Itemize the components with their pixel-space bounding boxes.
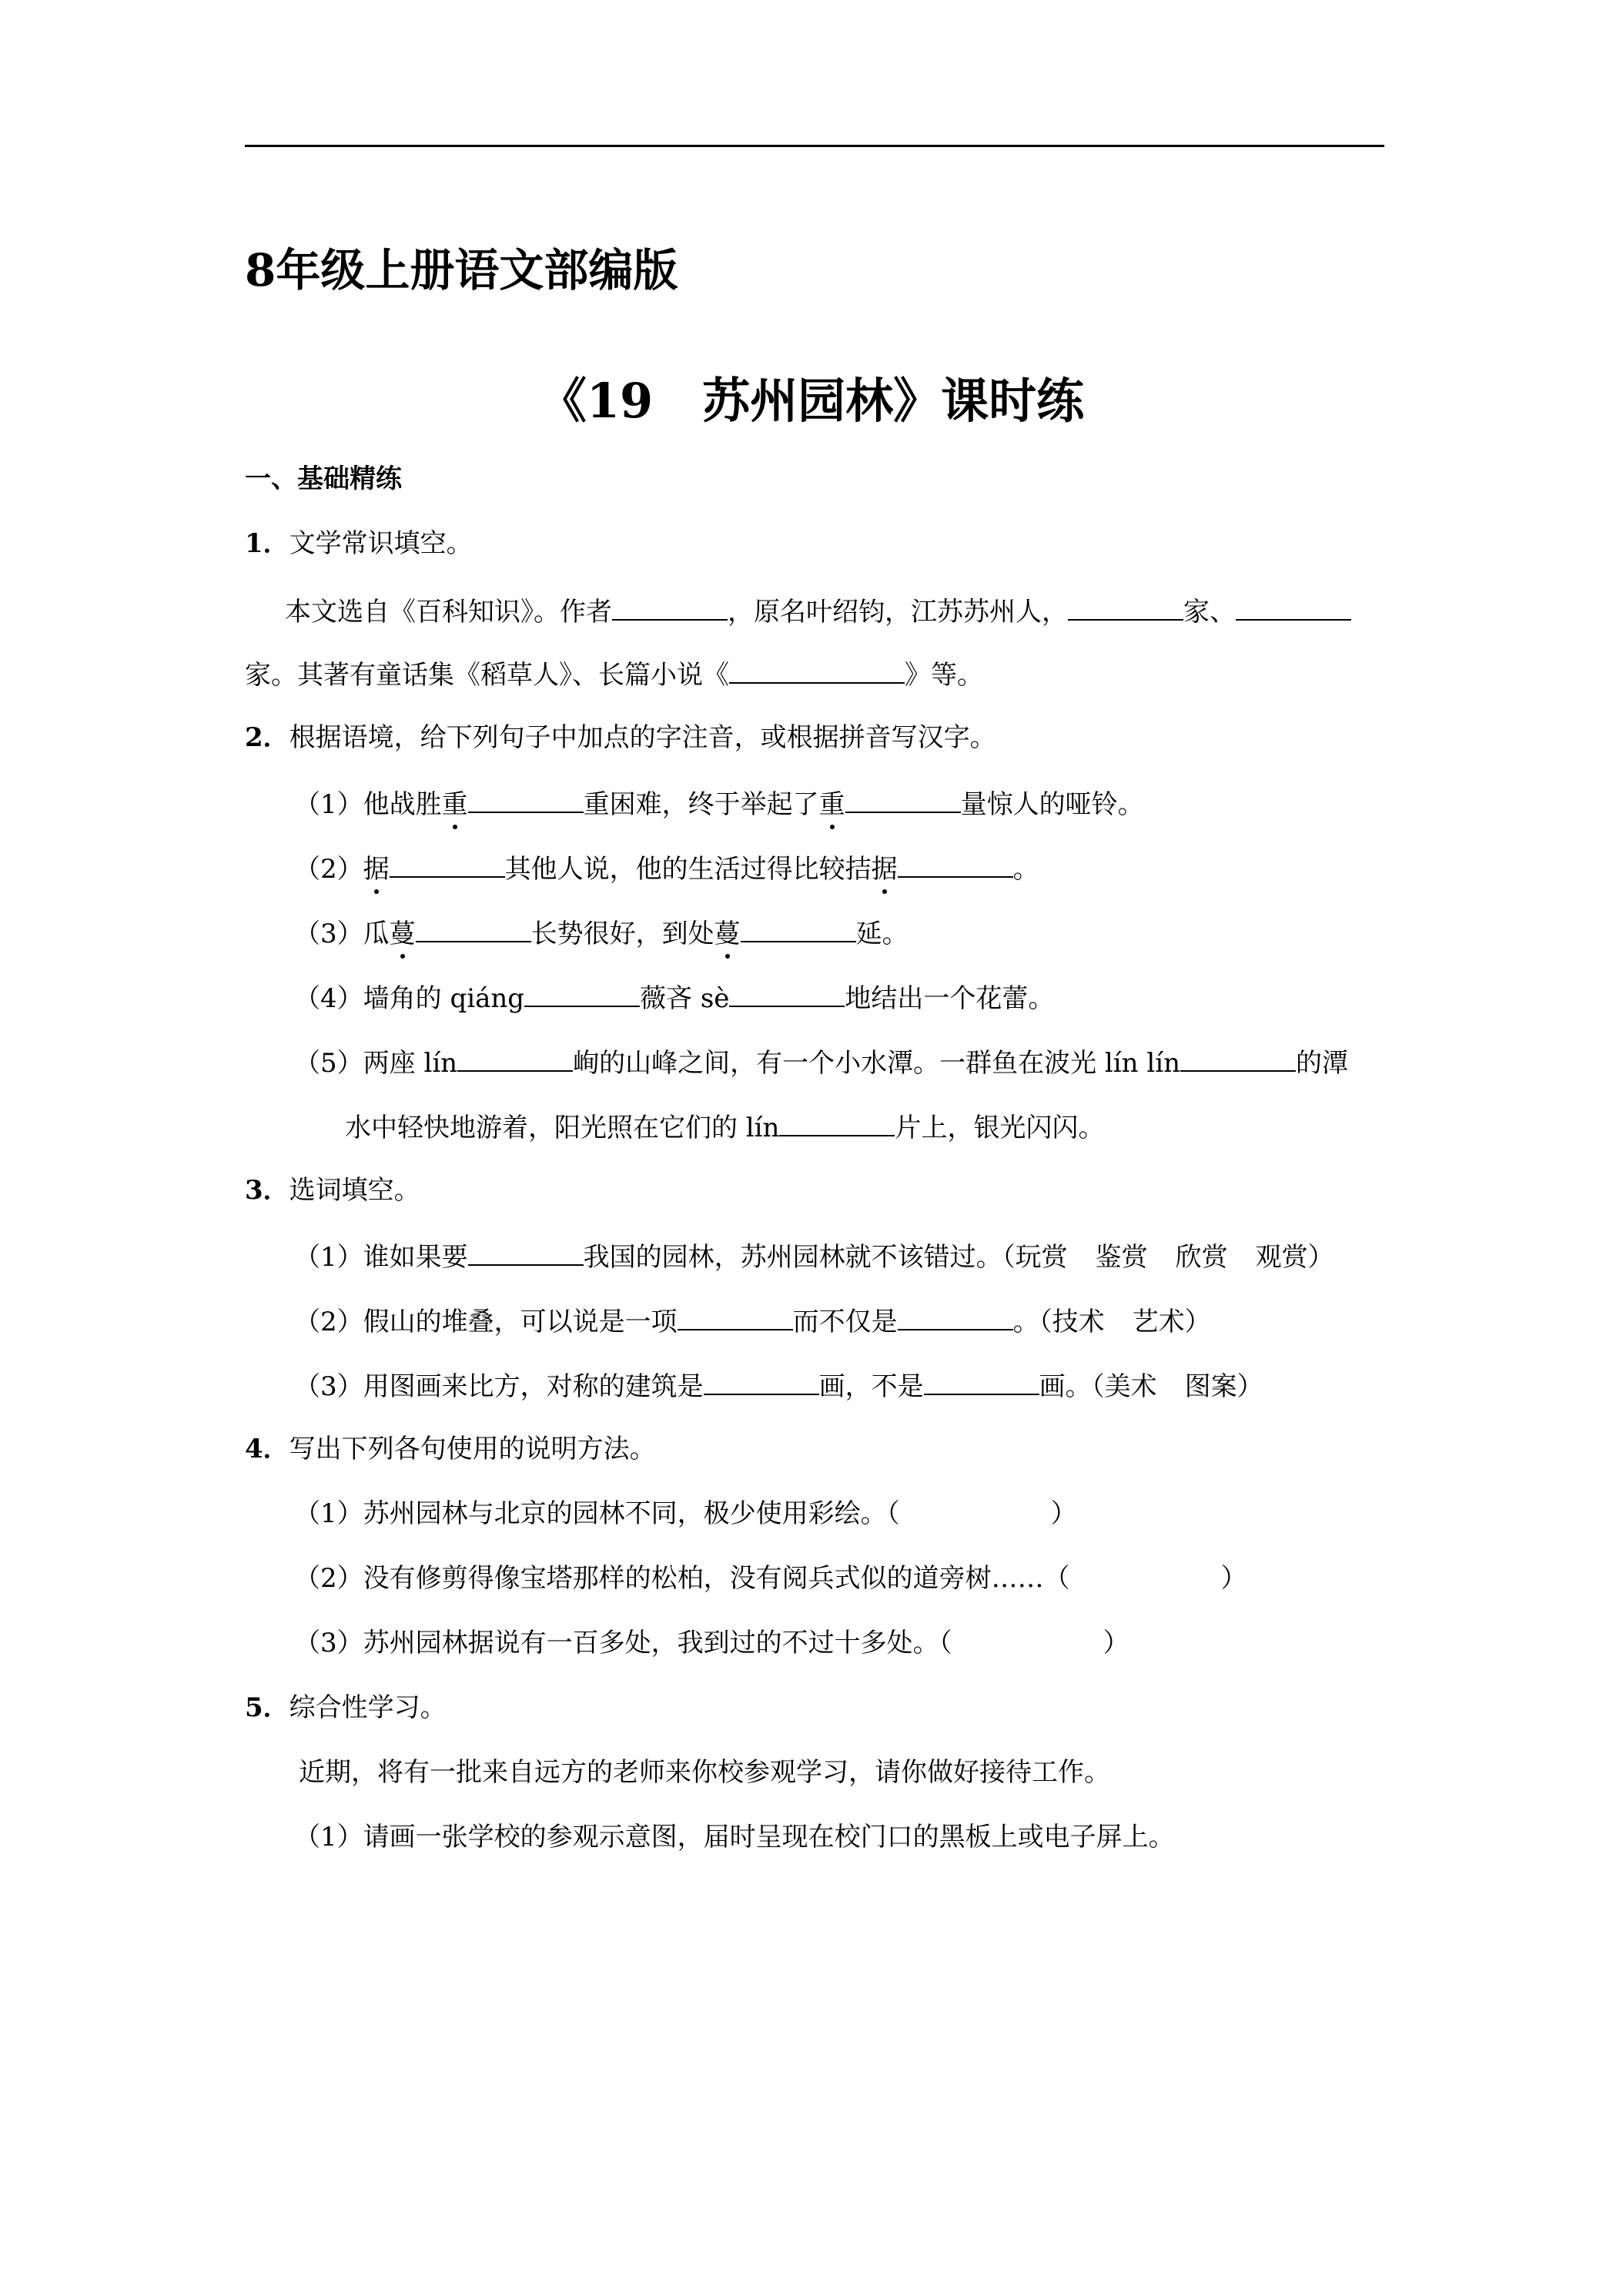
q4-item-2 [294, 1561, 1247, 1595]
q1-line2 [245, 656, 983, 692]
author-blank[interactable] [612, 593, 728, 621]
q5-item-1: （1）请画一张学校的参观示意图，届时呈现在校门口的黑板上或电子屏上。 [294, 1822, 1175, 1853]
q2-3-text-b: 长势很好，到处 [530, 919, 714, 949]
q2-4-text-b: 薇吝 sè [640, 983, 730, 1014]
q5-prompt: 综合性学习。 [289, 1692, 447, 1723]
answer-blank[interactable] [457, 1044, 573, 1072]
q4-number: 4． [245, 1434, 289, 1464]
q3-1-text-a: （1）谁如果要 [294, 1242, 468, 1273]
dotted-char: 重 [818, 789, 845, 820]
q4-item-1 [294, 1497, 1077, 1531]
answer-blank[interactable] [390, 850, 505, 878]
q2-4-text-a: （4）墙角的 qiáng [294, 983, 525, 1014]
option-word: 鉴赏 [1095, 1242, 1148, 1273]
q2-item-3 [294, 915, 909, 951]
q2-5-text-c: 的潭 [1296, 1048, 1348, 1079]
q1-text-b: ，原名叶绍钧，江苏苏州人， [728, 597, 1068, 628]
q5-intro: 近期，将有一批来自远方的老师来你校参观学习，请你做好接待工作。 [299, 1757, 1110, 1788]
q1-line1 [285, 593, 1351, 629]
dotted-char: 重 [441, 789, 468, 820]
q2-prompt: 根据语境，给下列句子中加点的字注音，或根据拼音写汉字。 [289, 722, 996, 753]
answer-blank[interactable] [729, 979, 845, 1007]
answer-blank[interactable] [898, 850, 1013, 878]
dotted-char: 据 [363, 854, 390, 885]
q2-5-text-e: 片上，银光闪闪。 [895, 1113, 1105, 1143]
q4-item-3 [294, 1626, 1129, 1660]
q4-3-text-b: ） [1103, 1628, 1129, 1658]
answer-blank[interactable] [416, 915, 531, 942]
q2-heading [245, 721, 996, 755]
q3-item-3 [294, 1367, 1263, 1404]
lesson-title-right: 苏州园林》课时练 [702, 373, 1085, 429]
answer-blank[interactable] [845, 785, 961, 813]
q3-2-text-c: 。（技术 [1012, 1307, 1105, 1337]
q2-3-text-c: 延。 [855, 919, 909, 949]
q4-2-text-b: ） [1220, 1563, 1247, 1594]
q2-item-4 [294, 979, 1054, 1016]
q1-text-e: 》等。 [905, 660, 983, 691]
document-title: 8年级上册语文部编版 [245, 244, 678, 296]
option-word: 欣赏 [1175, 1242, 1228, 1273]
q1-number: 1． [245, 528, 289, 559]
q3-1-text-b: 我国的园林，苏州园林就不该错过。（玩赏 [583, 1242, 1068, 1273]
option-word: 观赏） [1255, 1242, 1334, 1273]
answer-blank[interactable] [678, 1303, 793, 1330]
answer-blank[interactable] [741, 915, 856, 942]
q5-heading [245, 1691, 447, 1725]
q2-2-text-b: 其他人说，他的生活过得比较拮 [504, 854, 872, 885]
q2-1-text-c: 量惊人的哑铃。 [960, 789, 1144, 820]
answer-blank[interactable] [1180, 1044, 1296, 1072]
q4-1-text-a: （1）苏州园林与北京的园林不同，极少使用彩绘。（ [294, 1498, 900, 1529]
q1-prompt: 文学常识填空。 [289, 528, 473, 559]
q1-text-c: 家、 [1183, 597, 1236, 628]
q4-prompt: 写出下列各句使用的说明方法。 [289, 1434, 656, 1464]
q1-text-a: 本文选自《百科知识》。作者 [285, 597, 612, 628]
answer-blank[interactable] [924, 1367, 1039, 1395]
option-word: 图案） [1184, 1371, 1263, 1402]
q3-3-text-b: 画，不是 [818, 1371, 924, 1402]
q5-number: 5． [245, 1692, 289, 1723]
q1-text-d: 家。其著有童话集《稻草人》、长篇小说《 [245, 660, 729, 691]
q2-5-text-a: （5）两座 lín [294, 1048, 458, 1079]
q4-heading [245, 1432, 656, 1466]
q2-2-text-a: （2） [294, 854, 363, 885]
q3-prompt: 选词填空。 [289, 1175, 420, 1206]
q3-heading [245, 1173, 420, 1207]
q2-item-5 [294, 1044, 1348, 1080]
q2-5-text-b: 峋的山峰之间，有一个小水潭。一群鱼在波光 lín lín [573, 1048, 1180, 1079]
q3-3-text-a: （3）用图画来比方，对称的建筑是 [294, 1371, 704, 1402]
q2-3-text-a: （3）瓜 [294, 919, 390, 949]
answer-blank[interactable] [898, 1303, 1013, 1330]
q4-1-text-b: ） [1050, 1498, 1077, 1529]
lesson-title-left: 《19 [538, 373, 654, 429]
profession-blank-1[interactable] [1068, 593, 1183, 621]
q3-number: 3． [245, 1175, 289, 1206]
lesson-title [0, 373, 1623, 429]
q2-item-5-continued [345, 1109, 1104, 1145]
novel-title-blank[interactable] [729, 656, 905, 684]
q4-2-text-a: （2）没有修剪得像宝塔那样的松柏，没有阅兵式似的道旁树……（ [294, 1563, 1070, 1594]
q2-item-1 [294, 785, 1144, 822]
q1-heading [245, 527, 473, 561]
q2-2-text-c: 。 [1012, 854, 1039, 885]
q2-4-text-c: 地结出一个花蕾。 [845, 983, 1055, 1014]
answer-blank[interactable] [524, 979, 640, 1007]
dotted-char: 蔓 [714, 919, 741, 949]
q3-2-text-b: 而不仅是 [792, 1307, 898, 1337]
q2-5-text-d: 水中轻快地游着，阳光照在它们的 lín [345, 1113, 780, 1143]
option-word: 艺术） [1132, 1307, 1211, 1337]
q3-item-1 [294, 1238, 1334, 1274]
profession-blank-2[interactable] [1236, 593, 1351, 621]
dotted-char: 蔓 [389, 919, 416, 949]
answer-blank[interactable] [468, 1238, 584, 1266]
q3-2-text-a: （2）假山的堆叠，可以说是一项 [294, 1307, 678, 1337]
q3-3-text-c: 画。（美术 [1039, 1371, 1157, 1402]
header-rule [245, 145, 1384, 147]
dotted-char: 据 [871, 854, 898, 885]
section-heading: 一、基础精练 [245, 464, 402, 494]
q2-item-2 [294, 850, 1039, 886]
q4-3-text-a: （3）苏州园林据说有一百多处，我到过的不过十多处。（ [294, 1628, 952, 1658]
answer-blank[interactable] [779, 1109, 895, 1136]
q2-number: 2． [245, 722, 289, 753]
answer-blank[interactable] [704, 1367, 819, 1395]
answer-blank[interactable] [468, 785, 584, 813]
q3-item-2 [294, 1303, 1211, 1339]
q2-1-text-b: 重困难，终于举起了 [583, 789, 819, 820]
q2-1-text-a: （1）他战胜 [294, 789, 442, 820]
